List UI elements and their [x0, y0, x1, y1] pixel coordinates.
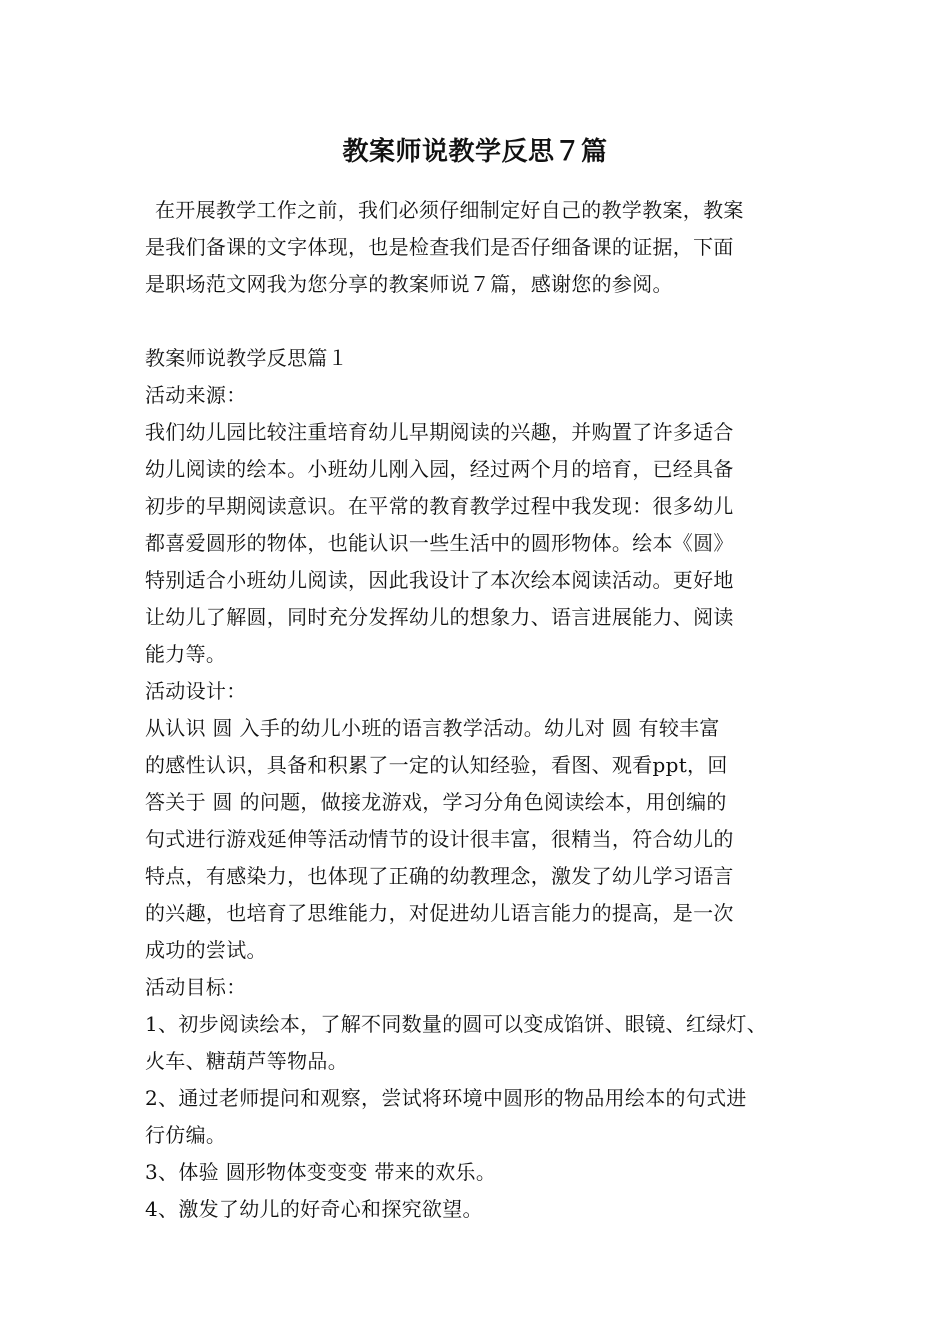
source-line: 特别适合小班幼儿阅读，因此我设计了本次绘本阅读活动。更好地 [145, 568, 734, 592]
design-line: 的感性认识，具备和积累了一定的认知经验，看图、观看ppt，回 [145, 753, 728, 777]
intro-line: 是职场范文网我为您分享的教案师说７篇，感谢您的参阅。 [145, 272, 673, 296]
source-line: 幼儿阅读的绘本。小班幼儿刚入园，经过两个月的培育，已经具备 [145, 457, 734, 481]
goal-line: 1、初步阅读绘本，了解不同数量的圆可以变成馅饼、眼镜、红绿灯、 [145, 1012, 768, 1036]
source-line: 初步的早期阅读意识。在平常的教育教学过程中我发现：很多幼儿 [145, 494, 734, 518]
source-line: 能力等。 [145, 642, 227, 666]
section-heading: 教案师说教学反思篇１ [145, 346, 348, 370]
goal-line: 4、激发了幼儿的好奇心和探究欲望。 [145, 1197, 483, 1221]
goal-line: 火车、糖葫芦等物品。 [145, 1049, 348, 1073]
document-body [145, 192, 825, 1228]
goal-line: 3、体验 圆形物体变变变 带来的欢乐。 [145, 1160, 497, 1184]
source-line: 都喜爱圆形的物体，也能认识一些生活中的圆形物体。绘本《圆》 [145, 531, 734, 555]
source-label: 活动来源： [145, 383, 247, 407]
paragraph-gap [145, 303, 825, 340]
source-line: 我们幼儿园比较注重培育幼儿早期阅读的兴趣，并购置了许多适合 [145, 420, 734, 444]
design-line: 答关于 圆 的问题，做接龙游戏，学习分角色阅读绘本，用创编的 [145, 790, 727, 814]
design-line: 的兴趣，也培育了思维能力，对促进幼儿语言能力的提高，是一次 [145, 901, 734, 925]
intro-line: 在开展教学工作之前，我们必须仔细制定好自己的教学教案，教案 [155, 198, 744, 222]
design-label: 活动设计： [145, 679, 247, 703]
goal-line: 2、通过老师提问和观察，尝试将环境中圆形的物品用绘本的句式进 [145, 1086, 747, 1110]
design-line: 成功的尝试。 [145, 938, 267, 962]
design-line: 从认识 圆 入手的幼儿小班的语言教学活动。幼儿对 圆 有较丰富 [145, 716, 720, 740]
goal-line: 行仿编。 [145, 1123, 227, 1147]
page-title: 教案师说教学反思７篇 [342, 137, 608, 167]
goals-label: 活动目标： [145, 975, 247, 999]
intro-line: 是我们备课的文字体现，也是检查我们是否仔细备课的证据，下面 [145, 235, 734, 259]
design-line: 特点，有感染力，也体现了正确的幼教理念，激发了幼儿学习语言 [145, 864, 734, 888]
design-line: 句式进行游戏延伸等活动情节的设计很丰富，很精当，符合幼儿的 [145, 827, 734, 851]
source-line: 让幼儿了解圆，同时充分发挥幼儿的想象力、语言进展能力、阅读 [145, 605, 734, 629]
